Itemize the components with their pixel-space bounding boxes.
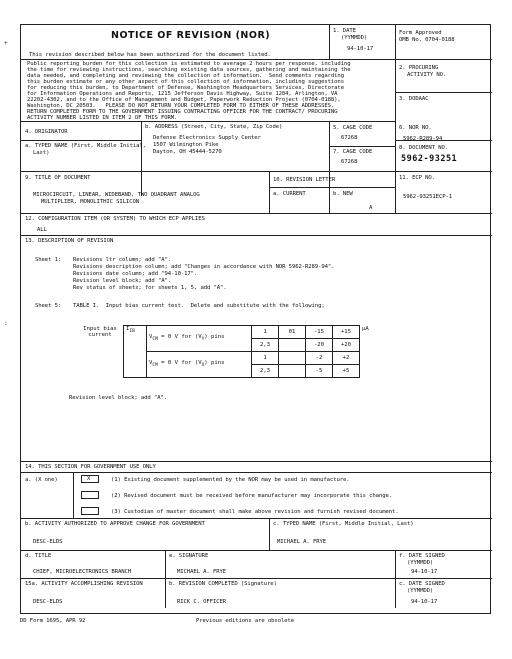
typed-name-label-2: Last) (33, 150, 50, 156)
form-number: DD Form 1695, APR 92 (20, 618, 86, 624)
address-label: b. ADDRESS (Street, City, State, Zip Code) (145, 124, 283, 130)
sheet1-line: Revisions ltr column; add "A". (73, 257, 172, 263)
nor-no-value: 5962-R289-94 (403, 136, 443, 142)
authorized-note: This revision described below has been authorized for the document listed. (29, 52, 271, 58)
table-row: 2,3 -20 +20 (77, 339, 397, 352)
param-cell: Input bias current (83, 325, 117, 338)
signature-e-label: e. SIGNATURE (169, 553, 209, 559)
procuring-label: 2. PROCURING (399, 65, 439, 71)
signature-e-value: MICHAEL A. FRYE (177, 569, 227, 575)
sheet1-tag: Sheet 1: (35, 257, 62, 263)
title-d-value: CHIEF, MICROELECTRONICS BRANCH (33, 569, 132, 575)
date-signed-f-label: f. DATE SIGNED (399, 553, 445, 559)
condition-1: $V_{CM} = 0$ V for $(V_Y)$ pins (147, 326, 252, 352)
revision-new-value: A (369, 205, 373, 211)
sheet1-line: Revision level block; add "A". (73, 278, 172, 284)
ecp-no-label: 11. ECP NO. (399, 175, 435, 181)
sheet1-line: Revisions description column; add "Changes in accordance with NOR 5962-R289-94". (73, 264, 335, 270)
accomplishing-activity-value: DESC-ELDS (33, 599, 63, 605)
sheet5-tag: Sheet 5: (35, 303, 62, 309)
ecp-no-value: 5962-93251ECP-1 (403, 194, 453, 200)
date-signed-f-format: (YYMMDD) (407, 560, 434, 566)
obsolete-note: Previous editions are obsolete (196, 618, 295, 624)
x-one-label: a. (X one) (25, 477, 58, 483)
condition-2: $V_{CM} = 0$ V for $(V_X)$ pins (147, 352, 252, 378)
approving-activity-label: b. ACTIVITY AUTHORIZED TO APPROVE CHANGE FOR GOVERNMENT (25, 521, 205, 527)
gov-use-label: 14. THIS SECTION FOR GOVERNMENT USE ONLY (25, 464, 156, 470)
option-2-text: (2) Revised document must be received before manufacturer may incorporate this change. (111, 493, 393, 499)
title-d-label: d. TITLE (25, 553, 52, 559)
date-signed-f-value: 94-10-17 (411, 569, 438, 575)
date-signed-c-format: (YYMMDD) (407, 588, 434, 594)
symbol-cell: $I_{IB}$ (124, 326, 147, 378)
address-line2: 1507 Wilmington Pike (153, 142, 219, 148)
revision-current-label: a. CURRENT (273, 191, 306, 197)
omb-number: OMB No. 0704-0188 (399, 37, 455, 43)
sheet1-line: Rev status of sheets; for sheets 1, 5, add "A". (73, 285, 227, 291)
margin-mark: : (4, 320, 8, 327)
temp-cell: 01 (279, 326, 306, 339)
unit-cell: µA (362, 325, 369, 332)
typed-name-c-label: c. TYPED NAME (First, Middle Initial, Last) (273, 521, 414, 527)
revision-completed-label: b. REVISION COMPLETED (Signature) (169, 581, 277, 587)
revision-level-line: Revision level block; add "A". (69, 395, 168, 401)
doc-title-line1: MICROCIRCUIT, LINEAR, WIDEBAND, TWO QUADRANT ANALOG (33, 192, 200, 198)
nor-form: NOTICE OF REVISION (NOR) This revision described below has been authorized for the document listed. 1. DATE (YYMMDD) 94-10-17 Form Approved OMB No. 0704-0188 Public reporting burden for this collection is estimated to average 2 hours per response, including the time for reviewing instructions, searching existing data sources, gathering and maintaining the data needed, and completing and reviewing the collection of information. Send comments regarding this burden estimate or any other aspect of this collection of information, including suggestions for reducing this burden, to Department of Defense, Washington Headquarters Services, Directorate for Information Operations and Reports, 1215 Jefferson Davis Highway, Suite 1204, Arlington, VA 22202-4302, and to the Office of Management and Budget, Paperwork Reduction Project (0704-0188), Washington, DC 20503. PLEASE DO NOT RETURN YOUR COMPLETED FORM TO EITHER OF THESE ADDRESSES. RETURN COMPLETED FORM TO THE GOVERNMENT ISSUING CONTRACTING OFFICER FOR THE CONTRACT/ PROCURING ACTIVITY NUMBER LISTED IN ITEM 2 OF THIS FORM. 2. PROCURING ACTIVITY NO. 3. DODAAC 4. ORIGINATOR b. ADDRESS (Street, City, State, Zip Code) Defense Electronics Supply Center 1507 Wilmington Pike Dayton, OH 45444-5270 5. CAGE CODE 67268 a. TYPED NAME (First, Middle Initial, Last) 6. NOR NO. 5962-R289-94 7. CAGE CODE 67268 8. DOCUMENT NO. 5962-93251 9. TITLE OF DOCUMENT MICROCIRCUIT, LINEAR, WIDEBAND, TWO QUADRANT ANALOG MULTIPLIER, MONOLITHIC SILICON 10. REVISION LETTER a. CURRENT b. NEW A 11. ECP NO. 5962-93251ECP-1 12. CONFIGURATION ITEM (OR SYSTEM) TO WHICH ECP APPLIES ALL 13. DESCRIPTION OF REVISION Sheet 1: Revisions ltr column; add "A". Revisions description column; add "Changes in accordance with NOR 5962-R289-94". Revisions date column; add "94-10-17". Revision level block; add "A". Rev status of sheets; for sheets 1, 5, add "A". Sheet 5: TABLE I. Input bias current test. Delete and substitute with the following; Input bias current $I_{IB}$ $V_{CM} = 0$ V for $(V_Y)$ pins 1 01 -15 +15 µA 2,3 -20 +20 $V_{CM} = 0$ V for $(V_X)$ pins 1 -2 +2 2,3 -5 +5 Revision level block; add "A". 14. THIS SECTION FOR GOVERNMENT USE ONLY a. (X one) X (1) Existing document supplemented by the NOR may be used in manufacture. (2) Revised document must be received before manufacturer may incorporate this change. (3) Custodian of master document shall make above revision and furnish revised document. b. ACTIVITY AUTHORIZED TO APPROVE CHANGE FOR GOVERNMENT DESC-ELDS c. TYPED NAME (First, Middle Initial, Last) MICHAEL A. FRYE d. TITLE CHIEF, MICROELECTRONICS BRANCH e. SIGNATURE MICHAEL A. FRYE f. DATE SIGNED (YYMMDD) 94-10-17 15a. ACTIVITY ACCOMPLISHING REVISION DESC-ELDS b. REVISION COMPLETED (Signature) RICK C. OFFICER c. DATE SIGNED (YYMMDD) 94-10-17 (20, 24, 491, 614)
accomplishing-activity-label: 15a. ACTIVITY ACCOMPLISHING REVISION (25, 581, 143, 587)
date-label: 1. DATE (333, 28, 356, 34)
document-no-value: 5962-93251 (401, 154, 458, 164)
table-row: 2,3 -5 +5 (77, 365, 397, 378)
typed-name-label: a. TYPED NAME (First, Middle Initial, (25, 143, 146, 149)
sheet5-line: TABLE I. Input bias current test. Delete and substitute with the following; (73, 303, 325, 309)
table-row (77, 326, 397, 339)
option-1-check: X (87, 476, 91, 482)
typed-name-c-value: MICHAEL A. FRYE (277, 539, 327, 545)
date-format: (YYMMDD) (341, 35, 368, 41)
config-item-label: 12. CONFIGURATION ITEM (OR SYSTEM) TO WHICH ECP APPLIES (25, 216, 205, 222)
description-label: 13. DESCRIPTION OF REVISION (25, 238, 114, 244)
cage-code-value: 67268 (341, 135, 358, 141)
cage-code-label: 5. CAGE CODE (333, 125, 373, 131)
option-3-checkbox[interactable] (81, 507, 99, 515)
table-row: $V_{CM} = 0$ V for $(V_X)$ pins 1 -2 +2 (77, 352, 397, 365)
revision-completed-value: RICK C. OFFICER (177, 599, 227, 605)
originator-label: 4. ORIGINATOR (25, 129, 68, 135)
option-1-text: (1) Existing document supplemented by the NOR may be used in manufacture. (111, 477, 350, 483)
nor-no-label: 6. NOR NO. (399, 125, 432, 131)
revision-new-label: b. NEW (333, 191, 353, 197)
margin-mark: + (4, 40, 8, 47)
doc-title-label: 9. TITLE OF DOCUMENT (25, 175, 91, 181)
approving-activity-value: DESC-ELDS (33, 539, 63, 545)
form-title: NOTICE OF REVISION (NOR) (111, 30, 271, 41)
address-line1: Defense Electronics Supply Center (153, 135, 261, 141)
date-value: 94-10-17 (347, 46, 374, 52)
date-signed-c-value: 94-10-17 (411, 599, 438, 605)
table-i (77, 325, 397, 378)
cage-code-7-label: 7. CAGE CODE (333, 149, 373, 155)
cage-code-7-value: 67268 (341, 159, 358, 165)
document-no-label: 8. DOCUMENT NO. (399, 145, 449, 151)
min-cell: -15 (306, 326, 333, 339)
group-cell: 1 (252, 326, 279, 339)
option-2-checkbox[interactable] (81, 491, 99, 499)
doc-title-line2: MULTIPLIER, MONOLITHIC SILICON (41, 199, 140, 205)
address-line3: Dayton, OH 45444-5270 (153, 149, 222, 155)
form-approved: Form Approved (399, 30, 442, 36)
sheet1-line: Revisions date column; add "94-10-17". (73, 271, 198, 277)
procuring-label-2: ACTIVITY NO. (407, 72, 447, 78)
date-signed-c-label: c. DATE SIGNED (399, 581, 445, 587)
max-cell: +15 (333, 326, 360, 339)
dodaac-label: 3. DODAAC (399, 96, 429, 102)
config-item-value: ALL (37, 227, 47, 233)
option-3-text: (3) Custodian of master document shall make above revision and furnish revised document. (111, 509, 399, 515)
revision-letter-label: 10. REVISION LETTER (273, 177, 336, 183)
